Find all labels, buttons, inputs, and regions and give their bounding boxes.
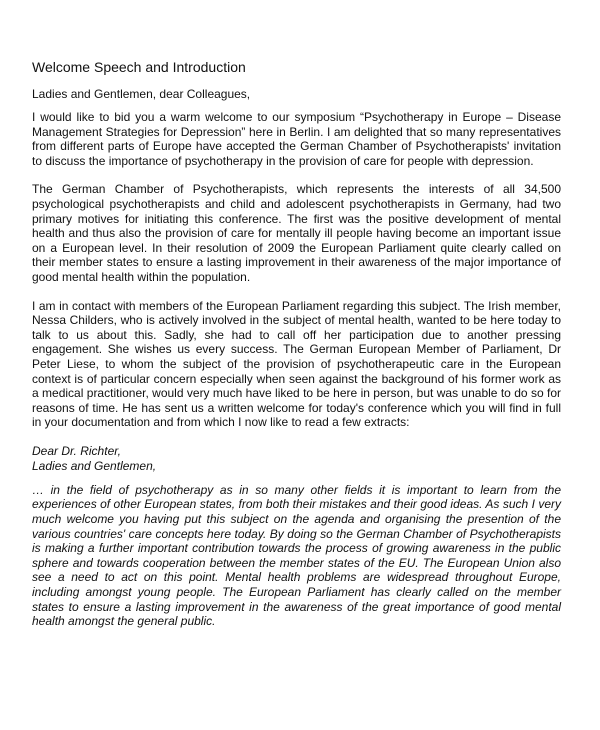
letter-greeting-line1: Dear Dr. Richter, [32, 443, 121, 458]
paragraph-chamber: The German Chamber of Psychotherapists, which represents the interests of all 34,500 psychological psychotherapists and child and adolescent psychotherapists in Germany, had two primary motives for initiating this conference. The first was the positive development of mental health and thus also the provision of care for mentally ill people having become an important issue on a European level. In their resolution of 2009 the European Parliament quite clearly called on their member states to ensure a lasting improvement in their awareness of the major importance of good mental health within the population. [32, 182, 561, 284]
letter-greeting-line2: Ladies and Gentlemen, [32, 458, 157, 473]
document-title: Welcome Speech and Introduction [32, 59, 246, 75]
salutation: Ladies and Gentlemen, dear Colleagues, [32, 87, 251, 101]
paragraph-parliament: I am in contact with members of the European Parliament regarding this subject. The Irish member, Nessa Childers, who is actively involved in the subject of mental health, wanted to be here today to talk to us about this. Sadly, she had to call off her participation due to another pressing engagement. She wishes us every success. The German European Member of Parliament, Dr Peter Liese, to whom the subject of the provision of psychotherapeutic care in the European context is of particular concern especially when seen against the background of his former work as a medical practitioner, would very much have liked to be here in person, but was unable to do so for reasons of time. He has sent us a written welcome for today's conference which you will find in full in your documentation and from which I now like to read a few extracts: [32, 298, 561, 430]
document-page [32, 58, 561, 629]
letter-greeting [32, 444, 561, 474]
letter-quote: … in the field of psychotherapy as in so many other fields it is important to learn from the experiences of other European states, from both their mistakes and their good ideas. As such I very much welcome you having put this subject on the agenda and organising the presention of the various countries' care concepts here today. By doing so the German Chamber of Psychotherapists is making a further important contribution towards the process of growing awareness in the public sphere and towards cooperation between the member states of the EU. The European Union also see a need to act on this point. Mental health problems are widespread throughout Europe, including amongst young people. The European Parliament has clearly called on the member states to ensure a lasting improvement in the awareness of the great importance of good mental health amongst the general public. [32, 482, 561, 629]
paragraph-intro: I would like to bid you a warm welcome to our symposium “Psychotherapy in Europe – Disease Management Strategies for Depression” here in Berlin. I am delighted that so many representatives from different parts of Europe have accepted the German Chamber of Psychotherapists' invitation to discuss the importance of psychotherapy in the provision of care for people with depression. [32, 110, 561, 168]
